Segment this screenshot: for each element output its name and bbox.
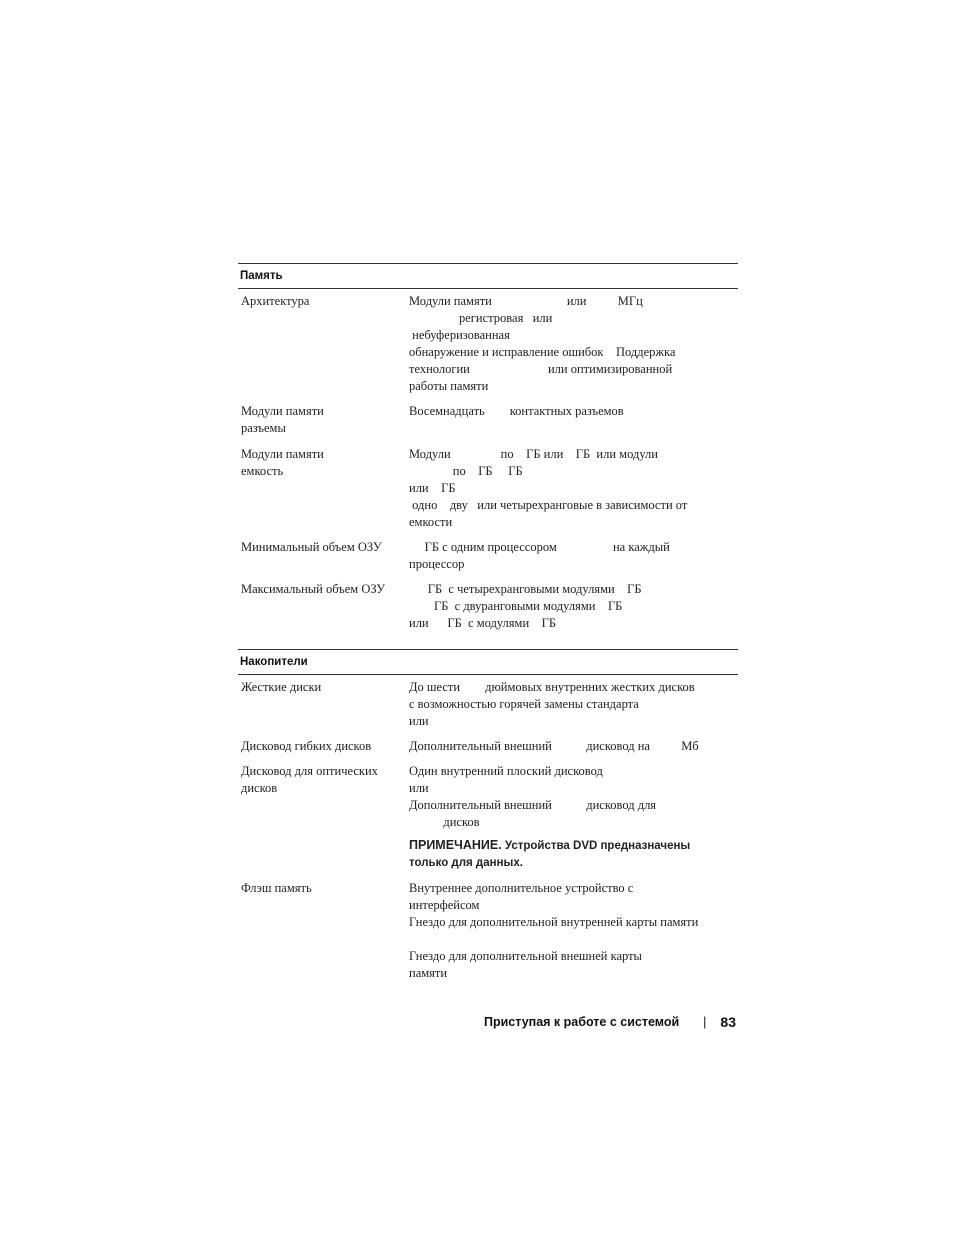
value-line: с возможностью горячей замены стандарта bbox=[409, 697, 639, 711]
value-line: памяти bbox=[409, 966, 448, 980]
page-footer bbox=[480, 1014, 736, 1030]
row-value bbox=[409, 403, 738, 437]
footer-separator: | bbox=[703, 1015, 707, 1029]
row-value bbox=[409, 679, 738, 730]
row-min-ram bbox=[238, 539, 738, 573]
label-line: Жесткие диски bbox=[241, 680, 322, 694]
label-line: Дисковод для оптических bbox=[241, 764, 378, 778]
value-line: Гнездо для дополнительной внешней карты bbox=[409, 949, 642, 963]
row-label bbox=[238, 293, 409, 395]
value-line: Модули по ГБ или ГБ или модули bbox=[409, 447, 658, 461]
label-line: Дисковод гибких дисков bbox=[241, 739, 372, 753]
row-value bbox=[409, 738, 738, 755]
note bbox=[409, 837, 738, 872]
value-line: процессор bbox=[409, 557, 465, 571]
value-line: ГБ с четырехранговыми модулями ГБ bbox=[409, 582, 642, 596]
label-line: Минимальный объем ОЗУ bbox=[241, 540, 382, 554]
label-line: Архитектура bbox=[241, 294, 310, 308]
row-flash-memory bbox=[238, 880, 738, 982]
row-memory-capacity bbox=[238, 446, 738, 531]
value-line: Модули памяти или МГц bbox=[409, 294, 643, 308]
row-value bbox=[409, 763, 738, 872]
label-line: Модули памяти bbox=[241, 404, 324, 418]
value-line: Дополнительный внешний дисковод для bbox=[409, 798, 657, 812]
value-line: интерфейсом bbox=[409, 898, 480, 912]
page-number: 83 bbox=[720, 1014, 736, 1030]
value-line: емкости bbox=[409, 515, 453, 529]
row-label bbox=[238, 738, 409, 755]
value-line: До шести дюймовых внутренних жестких дисков bbox=[409, 680, 695, 694]
row-label bbox=[238, 539, 409, 573]
row-optical-drive bbox=[238, 763, 738, 872]
row-value bbox=[409, 446, 738, 531]
spec-table bbox=[238, 263, 738, 982]
value-line: или bbox=[409, 714, 429, 728]
row-label bbox=[238, 763, 409, 872]
row-label bbox=[238, 403, 409, 437]
section-header-memory: Память bbox=[238, 263, 738, 289]
value-line: небуферизованная bbox=[409, 328, 510, 342]
value-line: дисков bbox=[409, 815, 480, 829]
label-line: дисков bbox=[241, 781, 278, 795]
value-line: работы памяти bbox=[409, 379, 489, 393]
value-line: Восемнадцать контактных разъемов bbox=[409, 404, 624, 418]
row-value bbox=[409, 539, 738, 573]
value-line: или ГБ bbox=[409, 481, 456, 495]
label-line: Флэш память bbox=[241, 881, 312, 895]
value-line: ГБ с двуранговыми модулями ГБ bbox=[409, 599, 623, 613]
row-memory-slots bbox=[238, 403, 738, 437]
row-value bbox=[409, 581, 738, 632]
row-architecture bbox=[238, 293, 738, 395]
note-text: Устройства DVD предназначены bbox=[501, 840, 691, 852]
value-line: или bbox=[409, 781, 429, 795]
label-line: разъемы bbox=[241, 421, 286, 435]
row-max-ram bbox=[238, 581, 738, 632]
value-line: Гнездо для дополнительной внутренней карты памяти bbox=[409, 915, 699, 929]
note-text-continued: только для данных. bbox=[409, 857, 523, 869]
row-label bbox=[238, 446, 409, 531]
row-label bbox=[238, 880, 409, 982]
row-value bbox=[409, 293, 738, 395]
value-line: регистровая или bbox=[409, 311, 553, 325]
value-line: одно дву или четырехранговые в зависимости от bbox=[409, 498, 688, 512]
value-line: технологии или оптимизированной bbox=[409, 362, 673, 376]
row-label bbox=[238, 679, 409, 730]
section-header-storage: Накопители bbox=[238, 649, 738, 675]
label-line: Модули памяти bbox=[241, 447, 324, 461]
value-line: Внутреннее дополнительное устройство с bbox=[409, 881, 634, 895]
row-hard-drives bbox=[238, 679, 738, 730]
row-value bbox=[409, 880, 738, 982]
note-keyword: ПРИМЕЧАНИЕ. bbox=[409, 838, 502, 852]
value-line: по ГБ ГБ bbox=[409, 464, 523, 478]
footer-chapter-title: Приступая к работе с системой bbox=[484, 1015, 680, 1029]
value-line: Дополнительный внешний дисковод на Мб bbox=[409, 739, 699, 753]
row-floppy-drive bbox=[238, 738, 738, 755]
value-line: ГБ с одним процессором на каждый bbox=[409, 540, 670, 554]
label-line: Максимальный объем ОЗУ bbox=[241, 582, 386, 596]
label-line: емкость bbox=[241, 464, 284, 478]
value-line: или ГБ с модулями ГБ bbox=[409, 616, 557, 630]
value-line: обнаружение и исправление ошибок Поддержка bbox=[409, 345, 676, 359]
row-label bbox=[238, 581, 409, 632]
value-line bbox=[409, 931, 738, 948]
value-line: Один внутренний плоский дисковод bbox=[409, 764, 603, 778]
